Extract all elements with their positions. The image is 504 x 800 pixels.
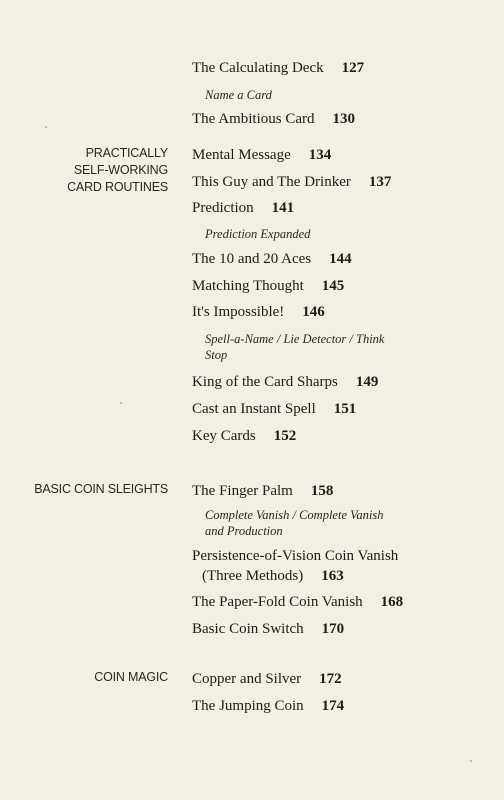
entry-page-number: 145 <box>321 278 345 294</box>
entry-page-number: 144 <box>329 251 352 267</box>
toc-entry <box>192 372 378 392</box>
subentry-line: Complete Vanish / Complete Vanish <box>205 508 384 522</box>
entry-title: The Calculating Deck <box>192 60 324 76</box>
entry-page-number: 151 <box>333 401 357 417</box>
entry-title: The Ambitious Card <box>192 111 315 127</box>
entry-title: Prediction <box>192 200 254 216</box>
entry-page-number: 149 <box>355 374 379 390</box>
entry-title: The Jumping Coin <box>192 698 304 714</box>
paper-speck <box>45 126 47 128</box>
entry-title: Matching Thought <box>192 278 304 294</box>
entry-title: Basic Coin Switch <box>192 621 304 637</box>
entry-page-number: 174 <box>321 698 345 714</box>
toc-subentry <box>205 331 485 363</box>
subentry-line: Stop <box>205 348 228 362</box>
entry-page-number: 168 <box>380 594 404 610</box>
entry-title: It's Impossible! <box>192 304 285 320</box>
entry-title: Cast an Instant Spell <box>192 401 316 417</box>
entry-title: The Paper-Fold Coin Vanish <box>192 594 363 610</box>
entry-title: The 10 and 20 Aces <box>192 251 312 267</box>
toc-entry <box>192 198 294 218</box>
entry-page-number: 134 <box>308 147 332 163</box>
entry-title: Copper and Silver <box>192 671 302 687</box>
toc-entry <box>192 546 398 586</box>
paper-speck <box>470 760 472 762</box>
section-label-coin-magic: COIN MAGIC <box>94 670 168 684</box>
entry-page-number: 127 <box>341 60 365 76</box>
section-label-line: SELF-WORKING <box>73 163 168 177</box>
toc-entry <box>192 276 344 296</box>
toc-entry <box>192 302 325 322</box>
entry-page-number: 130 <box>332 111 355 127</box>
entry-title: Key Cards <box>192 428 256 444</box>
subentry-line: Spell-a-Name / Lie Detector / Think <box>205 332 385 346</box>
toc-entry <box>192 592 403 612</box>
entry-page-number: 172 <box>319 671 342 687</box>
toc-entry <box>192 172 391 192</box>
toc-entry <box>192 696 344 716</box>
paper-speck <box>120 402 122 404</box>
toc-entry <box>192 426 296 446</box>
toc-entry <box>192 669 342 689</box>
entry-title: The Finger Palm <box>192 483 293 499</box>
toc-subentry: Name a Card <box>205 88 272 102</box>
entry-page-number: 141 <box>271 200 295 216</box>
section-label-line: CARD ROUTINES <box>67 180 168 194</box>
entry-page-number: 152 <box>273 428 297 444</box>
entry-page-number: 158 <box>310 483 334 499</box>
entry-title: Persistence-of-Vision Coin Vanish <box>192 548 399 564</box>
toc-entry <box>192 109 355 129</box>
entry-title: This Guy and The Drinker <box>192 174 351 190</box>
entry-page-number: 170 <box>321 621 345 637</box>
entry-page-number: 137 <box>368 174 392 190</box>
toc-entry <box>192 619 344 639</box>
entry-page-number: 146 <box>302 304 325 320</box>
section-label-card-routines <box>67 145 168 196</box>
toc-entry <box>192 481 333 501</box>
toc-subentry <box>205 507 485 539</box>
toc-entry <box>192 249 352 269</box>
entry-page-number: 163 <box>321 568 344 584</box>
toc-entry <box>192 58 364 78</box>
toc-entry <box>192 399 356 419</box>
toc-entry <box>192 145 331 165</box>
entry-title: Mental Message <box>192 147 291 163</box>
entry-title-continued: (Three Methods) <box>202 568 304 584</box>
subentry-line: and Production <box>205 524 283 538</box>
toc-subentry: Prediction Expanded <box>205 227 311 241</box>
entry-title: King of the Card Sharps <box>192 374 338 390</box>
section-label-coin-sleights: BASIC COIN SLEIGHTS <box>34 482 168 496</box>
section-label-line: PRACTICALLY <box>85 146 168 160</box>
